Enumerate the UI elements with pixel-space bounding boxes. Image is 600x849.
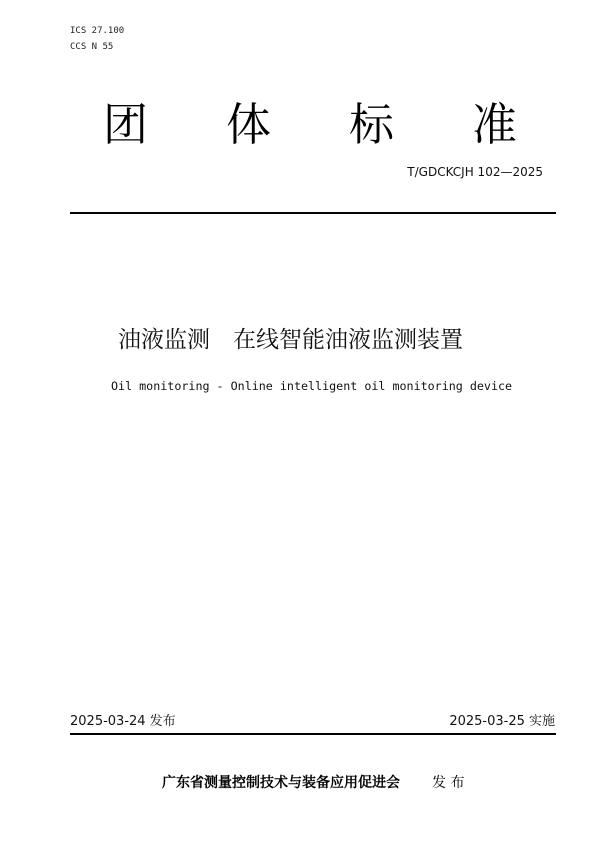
publisher-name: 广东省测量控制技术与装备应用促进会 [162,775,400,791]
ics-code: ICS 27.100 [70,26,125,36]
document-title-chinese: 油液监测 在线智能油液监测装置 [118,327,463,353]
standard-number: T/GDCKCJH 102—2025 [407,165,543,179]
publish-date: 2025-03-24 发布 [70,714,176,729]
implementation-date: 2025-03-25 实施 [449,714,555,729]
header-divider [70,212,556,214]
footer-divider [70,733,556,735]
document-title-english: Oil monitoring - Online intelligent oil monitoring device [111,379,513,393]
standard-type-title: 团体标准 [103,98,596,151]
ccs-code: CCS N 55 [70,42,114,52]
publisher-action-label: 发 布 [432,775,465,791]
